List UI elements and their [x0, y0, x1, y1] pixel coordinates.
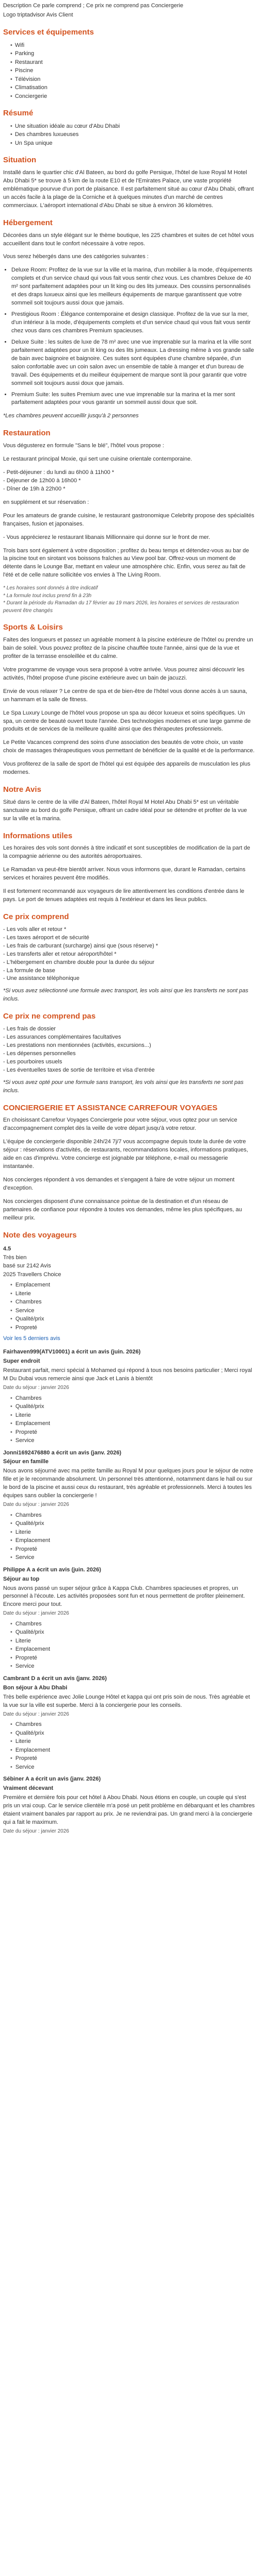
- sports-title: Sports & Loisirs: [3, 623, 63, 632]
- review-tag: • Propreté: [10, 1654, 255, 1663]
- noprix-note: *Si vous avez opté pour une formule sans transport, les vols ainsi que les transferts ne sont pas inclus.: [3, 1079, 244, 1094]
- review-text: Très belle expérience avec Jolie Lounge Hôtel et kappa qui ont pris soin de nous. Très agréable et la vue sur la ville est superbe. Merci à la conciergerie pour les conseils.: [3, 1693, 250, 1708]
- review-tag: • Emplacement: [10, 1645, 255, 1654]
- prix-title: Ce prix comprend: [3, 912, 69, 922]
- review-tags: [3, 1394, 255, 1445]
- review-date: Date du séjour : janvier 2026: [3, 1502, 69, 1508]
- prix-item: - Les frais de carburant (surcharge) ainsi que (sous réserve) *: [3, 942, 158, 949]
- see-all-reviews-link[interactable]: Voir les 5 derniers avis: [3, 1335, 60, 1342]
- hebergement-title: Hébergement: [3, 218, 53, 227]
- rating-award: 2025 Travellers Choice: [3, 1271, 61, 1278]
- review-tag: • Service: [10, 1763, 255, 1772]
- review-date: Date du séjour : janvier 2026: [3, 1611, 69, 1617]
- hebergement-text: Décorées dans un style élégant sur le thème boutique, les 225 chambres et suites de cet hôtel vous accueillent dans tout le confort nécessaire à votre repos.: [3, 232, 254, 247]
- service-item: • Wifi: [10, 41, 255, 50]
- rating-count: basé sur 2142 Avis: [3, 1263, 51, 1269]
- review: [3, 1348, 255, 1445]
- hours-item: - Dîner de 19h à 22h00 *: [3, 485, 66, 492]
- infos-text: Le Ramadan va peut-être bientôt arriver. Nous vous informons que, durant le Ramadan, certains services et horaires peuvent être modifiés.: [3, 867, 246, 882]
- rating-label: Très bien: [3, 1254, 27, 1261]
- hours-list: [3, 469, 255, 494]
- service-item: • Conciergerie: [10, 92, 255, 101]
- noprix-item: - Les frais de dossier: [3, 1026, 56, 1032]
- review-tags: [3, 1720, 255, 1771]
- review-tag: • Propreté: [10, 1545, 255, 1554]
- infos-text: Les horaires des vols sont donnés à titre indicatif et sont susceptibles de modification de la part de la compagnie aérienne ou des autorités aéroportuaires.: [3, 845, 250, 860]
- concierge-text: Nos concierges répondent à vos demandes et s'engagent à faire de votre séjour un moment d'exception.: [3, 1176, 235, 1191]
- review-tag: • Chambres: [10, 1720, 255, 1729]
- review-title: Super endroit: [3, 1358, 40, 1365]
- prix-item: - L'hébergement en chambre double pour la durée du séjour: [3, 959, 155, 965]
- review-title: Bon séjour à Abu Dhabi: [3, 1684, 68, 1691]
- review-tag: • Qualité/prix: [10, 1628, 255, 1637]
- review-title: Séjour au top: [3, 1575, 40, 1582]
- rating-criterion: • Qualité/prix: [10, 1315, 255, 1324]
- infos-title: Informations utiles: [3, 831, 73, 840]
- review-tag: • Emplacement: [10, 1419, 255, 1428]
- restauration-text: en supplément et sur réservation :: [3, 499, 89, 505]
- review-text: Restaurant parfait, merci spécial à Mohamed qui répond à tous nos besoins particulier ; Merci royal M Du Dubai vous remercie ainsi que Jack et Lanis à bientôt: [3, 1367, 252, 1382]
- sports-text: Le Petite Vacances comprend des soins d'une association des beautés de votre choix, un vaste choix de massages thérapeutiques vous permettant de bénéficier de la qualité et de la performance.: [3, 739, 255, 754]
- room-list: [3, 266, 255, 407]
- rating-criteria: [3, 1281, 255, 1332]
- room-item: • Deluxe Room: Profitez de la vue sur la ville et la marina, d'un mobilier à la mode, d'équipements complets et d'un service chaud qui vous fait vous sentir chez vous. Les chambres Deluxe de 40 m² sont parfaitement adaptées pour un lit king ou des lits jumeaux. Des coussins personnalisés et des draps luxueux ainsi que les meilleurs équipements de marque garantissent que votre sommeil soit toujours aussi doux que jamais.: [11, 266, 255, 308]
- restauration-text: Trois bars sont également à votre disposition ; profitez du beau temps et détendez-vous au bar de la piscine tout en sirotant vos boissons fraîches au View pool bar. Offrez-vous un moment de détente dans le Lounge Bar, mettant en valeur une atmosphère chic. Enfin, vous serez au fait de l'été et de celle nature sollicitée vos envies à The Living Room.: [3, 547, 249, 579]
- noprix-item: - Les pourboires usuels: [3, 1058, 62, 1065]
- prix-list: [3, 926, 255, 984]
- restauration-text: Pour les amateurs de grande cuisine, le restaurant gastronomique Celebrity propose des spécialités françaises, fusion et japonaises.: [3, 512, 254, 527]
- resume-list: [3, 122, 255, 148]
- sports-text: Votre programme de voyage vous sera proposé à votre arrivée. Vous pourrez ainsi découvrir les activités, l'hôtel propose d'une piscine extérieure avec un bain de jacuzzi.: [3, 666, 245, 681]
- noprix-item: - Les dépenses personnelles: [3, 1050, 76, 1057]
- review-title: Vraiment décevant: [3, 1785, 54, 1791]
- prix-item: - Les vols aller et retour *: [3, 926, 67, 933]
- review: [3, 1449, 255, 1562]
- review-text: Nous avons séjourné avec ma petite famille au Royal M pour quelques jours pour le séjour de notre fille et je le recommande absolument. Un personnel très attentionné, notamment dans le hall ou sur le bord de la piscine et aussi ceux du restaurant, très agréable et professionnels. Merci à toutes les équipes sans oublier la conciergerie !: [3, 1468, 253, 1499]
- noprix-item: - Les assurances complémentaires facultatives: [3, 1033, 121, 1040]
- reviews-list: [3, 1348, 255, 1835]
- concierge-text: Nos concierges disposent d'une connaissance pointue de la destination et d'un réseau de partenaires de confiance pour répondre à toutes vos demandes, même les plus spécifiques, au meilleur prix.: [3, 1198, 242, 1221]
- review-tag: • Literie: [10, 1637, 255, 1646]
- infos-text: Il est fortement recommandé aux voyageurs de lire attentivement les conditions d'entrée dans le pays. Le port de tenues adaptées est requis à l'extérieur et dans les lieux publics.: [3, 888, 245, 903]
- review-tags: [3, 1511, 255, 1562]
- intro-line: Description Ce parle comprend ; Ce prix ne comprend pas Conciergerie: [3, 3, 184, 9]
- review-author: Cambrant D a écrit un avis (janv. 2026): [3, 1675, 107, 1682]
- restauration-note: * Les horaires sont donnés à titre indicatif: [3, 585, 98, 591]
- review-text: Première et dernière fois pour cet hôtel à Abou Dhabi. Nous étions en couple, un couple qui s'est pris un vrai coup. Car le service clientèle m'a posé un petit problème en débarquant et les chambres étaient vraiment banales par rapport au prix. Je ne reviendrai pas. Un grand merci à la conciergerie qui a fait le maximum.: [3, 1794, 255, 1825]
- concierge-title: CONCIERGERIE ET ASSISTANCE CARREFOUR VOYAGES: [3, 1103, 218, 1112]
- resume-title: Résumé: [3, 109, 34, 118]
- prix-item: - Les taxes aéroport et de sécurité: [3, 934, 89, 941]
- review-tag: • Service: [10, 1553, 255, 1562]
- review-tag: • Chambres: [10, 1511, 255, 1520]
- sports-text: Vous profiterez de la salle de sport de l'hôtel qui est équipée des appareils de musculation les plus modernes.: [3, 761, 251, 776]
- review-tag: • Literie: [10, 1411, 255, 1420]
- rating-criterion: • Service: [10, 1307, 255, 1315]
- review-tag: • Literie: [10, 1528, 255, 1537]
- hours-item: - Petit-déjeuner : du lundi au 6h00 à 11h00 *: [3, 469, 115, 476]
- rating-criterion: • Literie: [10, 1290, 255, 1298]
- rating-criterion: • Chambres: [10, 1298, 255, 1307]
- sports-text: Envie de vous relaxer ? Le centre de spa et de bien-être de l'hôtel vous donne accès à un sauna, un hammam et la salle de fitness.: [3, 688, 247, 703]
- noprix-list: [3, 1025, 255, 1075]
- review-tag: • Service: [10, 1662, 255, 1671]
- service-item: • Télévision: [10, 75, 255, 84]
- resume-item: • Une situation idéale au cœur d'Abu Dhabi: [10, 122, 255, 131]
- review-tag: • Emplacement: [10, 1536, 255, 1545]
- room-item: • Premium Suite: les suites Premium avec une vue imprenable sur la marina et la mer sont parfaitement adaptées pour vous garantir un sommeil aussi doux que soit.: [11, 391, 255, 408]
- review-date: Date du séjour : janvier 2026: [3, 1385, 69, 1391]
- review-author: Jonni1692476880 a écrit un avis (janv. 2026): [3, 1449, 122, 1456]
- restauration-note: * La formule tout inclus prend fin à 23h: [3, 592, 92, 599]
- resume-item: • Un Spa unique: [10, 139, 255, 148]
- review-tag: • Literie: [10, 1737, 255, 1746]
- prix-note: *Si vous avez sélectionné une formule avec transport, les vols ainsi que les transferts ne sont pas inclus.: [3, 988, 249, 1003]
- intro: [3, 2, 255, 20]
- prix-item: - Les transferts aller et retour aéroport/hôtel *: [3, 951, 117, 957]
- review-author: Fairhaven999(ATV10001) a écrit un avis (juin. 2026): [3, 1349, 141, 1355]
- sports-text: Le Spa Luxury Lounge de l'hôtel vous propose un spa au décor luxueux et soins spécifiques. Un spa, un centre de beauté ouvert toute l'année. Des technologies modernes et une large gamme de produits et de services de la meilleure qualité ainsi que des thérapeutes professionnels.: [3, 709, 251, 733]
- review-tags: [3, 1620, 255, 1671]
- restauration-text: Vous dégusterez en formule "Sans le blé", l'hôtel vous propose :: [3, 443, 164, 449]
- review-tag: • Chambres: [10, 1620, 255, 1629]
- sports-text: Faites des longueurs et passez un agréable moment à la piscine extérieure de l'hôtel ou prendre un bain de soleil. Vous pouvez profitez de la piscine chauffée toute l'année, ainsi que de la vue et profiter de la terrasse ensoleillée et du calme.: [3, 637, 253, 659]
- rating-score: 4.5: [3, 1246, 11, 1252]
- prix-item: - Une assistance téléphonique: [3, 975, 79, 982]
- review: [3, 1566, 255, 1671]
- review-tag: • Qualité/prix: [10, 1729, 255, 1738]
- avis-text: Situé dans le centre de la ville d'Al Bateen, l'hôtel Royal M Hotel Abu Dhabi 5* est un véritable sanctuaire au bord du golfe Persique, offrant un cadre idéal pour se détendre et profiter de la vue sur la ville et la marina.: [3, 799, 247, 822]
- review-author: Philippe A a écrit un avis (juin. 2026): [3, 1566, 101, 1573]
- review-date: Date du séjour : janvier 2026: [3, 1828, 69, 1834]
- restauration-text: - Vous apprécierez le restaurant libanais Millionnaire qui donne sur le front de mer.: [3, 534, 211, 540]
- services-title: Services et équipements: [3, 27, 94, 37]
- concierge-text: L'équipe de conciergerie disponible 24h/24 7j/7 vous accompagne depuis toute la durée de votre séjour : réservations d'activités, de restaurants, recommandations locales, informations pratiques, aide en cas d'imprévu. Votre concierge est joignable par téléphone, e-mail ou messagerie instantanée.: [3, 1139, 248, 1170]
- review-tag: • Emplacement: [10, 1746, 255, 1755]
- service-item: • Restaurant: [10, 58, 255, 67]
- noprix-title: Ce prix ne comprend pas: [3, 1012, 96, 1021]
- notes-title: Note des voyageurs: [3, 1230, 77, 1240]
- rating-summary: [3, 1245, 255, 1279]
- review-tag: • Qualité/prix: [10, 1402, 255, 1411]
- review-text: Nous avons passé un super séjour grâce à Kappa Club. Chambres spacieuses et propres, un personnel à l'écoute. Les activités proposées sont fun et nous permettent de profiter pleinement. Encore merci pour tout.: [3, 1585, 245, 1608]
- resume-item: • Des chambres luxueuses: [10, 130, 255, 139]
- review-tag: • Propreté: [10, 1428, 255, 1437]
- review-tag: • Propreté: [10, 1754, 255, 1763]
- hours-item: - Déjeuner de 12h00 à 16h00 *: [3, 477, 81, 484]
- rating-criterion: • Propreté: [10, 1324, 255, 1332]
- rating-criterion: • Emplacement: [10, 1281, 255, 1290]
- situation-title: Situation: [3, 156, 37, 165]
- situation-text: Installé dans le quartier chic d'Al Bateen, au bord du golfe Persique, l'hôtel de luxe Royal M Hotel Abu Dhabi 5* se trouve à 5 km de la route E10 et de l'Emirates Palace, une vaste propriété emblématique pourvue d'un port de plaisance. Il est parfaitement situé au cœur d'Abu Dhabi, offrant un accès facile à la plage de la Corniche et à quelques minutes d'un marché de centres commerciaux. L'aéroport international d'Abu Dhabi se situe à environ 36 kilomètres.: [3, 170, 254, 209]
- review-title: Séjour en famille: [3, 1459, 49, 1465]
- room-item: • Prestigious Room : Élégance contemporaine et design classique. Profitez de la vue sur la mer, d'un intérieur à la mode, d'équipements complets et d'un service chaud qui vous fait vous sentir chez vous dans ces chambres Premium spacieuses.: [11, 311, 255, 335]
- restauration-note: * Durant la période du Ramadan du 17 février au 19 mars 2026, les horaires et services de restauration peuvent être changés: [3, 600, 239, 614]
- restauration-text: Le restaurant principal Moxie, qui sert une cuisine orientale contemporaine.: [3, 456, 192, 462]
- intro-line: Logo triptadvisor Avis Client: [3, 11, 73, 18]
- review: [3, 1675, 255, 1771]
- service-item: • Parking: [10, 49, 255, 58]
- hebergement-note: *Les chambres peuvent accueillir jusqu'à 2 personnes: [3, 413, 139, 419]
- service-item: • Piscine: [10, 66, 255, 75]
- prix-item: - La formule de base: [3, 967, 55, 974]
- review: [3, 1775, 255, 1835]
- review-tag: • Qualité/prix: [10, 1519, 255, 1528]
- review-tag: • Service: [10, 1436, 255, 1445]
- service-item: • Climatisation: [10, 83, 255, 92]
- services-list: [3, 41, 255, 101]
- noprix-item: - Les prestations non mentionnées (activités, excursions...): [3, 1042, 151, 1048]
- room-item: • Deluxe Suite : les suites de luxe de 78 m² avec une vue imprenable sur la marina et la ville sont parfaitement adaptées pour un lit king ou des lits jumeaux. La dressing même à vos grande salle de bain avec baignoire et baignoire. Ces suites sont équipées d'une chambre séparée, d'un salon confortable avec un coin salon avec un ensemble de table à manger et d'un bureau de travail. Des équipements et du meilleur équipement de marque sont là pour garantir que votre sommeil soit toujours aussi doux que jamais.: [11, 338, 255, 388]
- hebergement-text: Vous serez hébergés dans une des catégories suivantes :: [3, 253, 149, 260]
- review-date: Date du séjour : janvier 2026: [3, 1711, 69, 1717]
- review-tag: • Chambres: [10, 1394, 255, 1403]
- avis-title: Notre Avis: [3, 785, 41, 794]
- concierge-text: En choisissant Carrefour Voyages Conciergerie pour votre séjour, vous optez pour un service d'accompagnement complet dès la veille de votre départ jusqu'à votre retour.: [3, 1117, 237, 1132]
- restauration-title: Restauration: [3, 429, 51, 438]
- review-author: Sébiner A a écrit un avis (janv. 2026): [3, 1776, 101, 1783]
- noprix-item: - Les éventuelles taxes de sortie de territoire et visa d'entrée: [3, 1066, 155, 1073]
